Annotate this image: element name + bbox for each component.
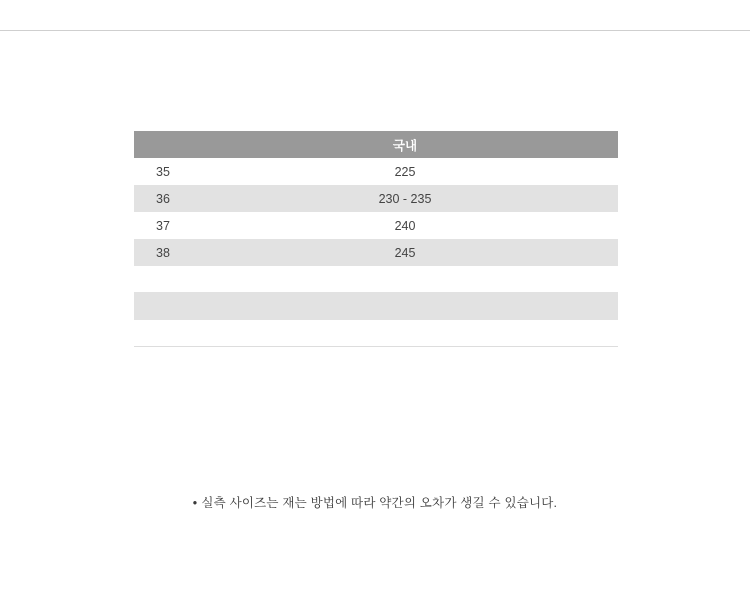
- cell-kr-size: 240: [192, 212, 618, 239]
- table-body: [134, 158, 618, 266]
- table-row: [134, 239, 618, 266]
- table-row: [134, 158, 618, 185]
- table-header: [134, 131, 618, 158]
- empty-table-row-bar: [134, 292, 618, 320]
- cell-kr-size: 230 - 235: [192, 185, 618, 212]
- measurement-note: [0, 493, 750, 511]
- top-divider: [0, 30, 750, 31]
- cell-eu-size: 38: [134, 239, 192, 266]
- bullet-icon: •: [192, 496, 198, 510]
- cell-eu-size: 37: [134, 212, 192, 239]
- size-chart-table: [134, 131, 618, 266]
- table-header-row: [134, 131, 618, 158]
- column-header-size: [134, 131, 192, 158]
- measurement-note-text: 실측 사이즈는 재는 방법에 따라 약간의 오차가 생길 수 있습니다.: [201, 496, 558, 510]
- table-row: [134, 185, 618, 212]
- cell-eu-size: 35: [134, 158, 192, 185]
- section-divider: [134, 346, 618, 347]
- cell-kr-size: 245: [192, 239, 618, 266]
- column-header-domestic: 국내: [192, 131, 618, 158]
- table-row: [134, 212, 618, 239]
- cell-eu-size: 36: [134, 185, 192, 212]
- cell-kr-size: 225: [192, 158, 618, 185]
